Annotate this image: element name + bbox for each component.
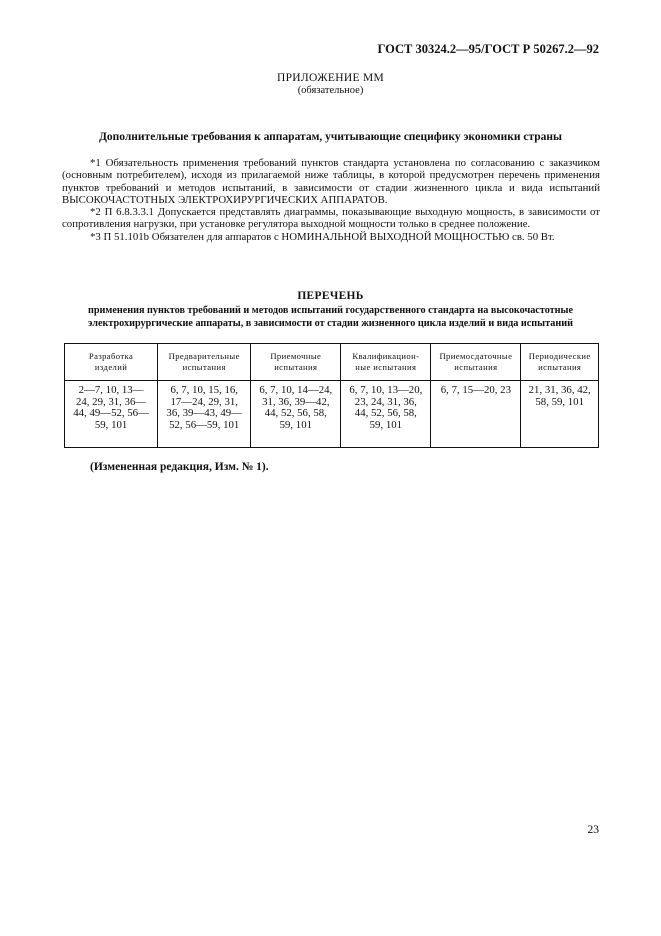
header-cell-preliminary: Предварительные испытания [158, 344, 251, 381]
appendix-title: ПРИЛОЖЕНИЕ ММ [276, 72, 384, 84]
list-title: ПЕРЕЧЕНЬ [297, 290, 364, 302]
header-cell-delivery: Приемосдаточные испытания [431, 344, 521, 381]
header-cell-periodic: Периодические испытания [521, 344, 599, 381]
header-cell-development: Разработка изделий [65, 344, 158, 381]
table-cell-qualification: 6, 7, 10, 13—20, 23, 24, 31, 36, 44, 52, 56, 58, 59, 101 [341, 381, 431, 448]
table-cell-acceptance: 6, 7, 10, 14—24, 31, 36, 39—42, 44, 52, 56, 58, 59, 101 [251, 381, 341, 448]
note-1: *1 Обязательность применения требований пунктов стандарта установлена по согласованию с заказчиком (основным потребителем), исходя из прилагаемой ниже таблицы, в которой предусмотрен перечень применения пунктов требований и методов испытаний, в зависимости от стадии жизненного цикла и вида испытаний ВЫСОКОЧАСТОТНЫХ ЭЛЕКТРОХИРУРГИЧЕСКИХ АППАРАТОВ. [62, 157, 600, 206]
table-header-row [65, 344, 599, 381]
list-subtitle-line-2: электрохирургические аппараты, в зависимости от стадии жизненного цикла изделий и вида испытаний [88, 317, 573, 329]
table-cell-preliminary: 6, 7, 10, 15, 16, 17—24, 29, 31, 36, 39—43, 49— 52, 56—59, 101 [158, 381, 251, 448]
header-cell-acceptance: Приемочные испытания [251, 344, 341, 381]
table-cell-development: 2—7, 10, 13— 24, 29, 31, 36— 44, 49—52, 56— 59, 101 [65, 381, 158, 448]
table-cell-delivery: 6, 7, 15—20, 23 [431, 381, 521, 448]
section-title: Дополнительные требования к аппаратам, учитывающие специфику экономики страны [98, 131, 563, 143]
list-subtitle-line-1: применения пунктов требований и методов испытаний государственного стандарта на высокочастотные [87, 305, 574, 316]
requirements-table [64, 343, 599, 448]
appendix-subtitle: (обязательное) [297, 85, 364, 96]
list-subtitle [0, 305, 661, 330]
note-2: *2 П 6.8.3.3.1 Допускается представлять диаграммы, показывающие выходную мощность, в зависимости от сопротивления нагрузки, при установке регулятора выходной мощности только в среднее положение. [62, 206, 600, 231]
note-3: *3 П 51.101b Обязателен для аппаратов с НОМИНАЛЬНОЙ ВЫХОДНОЙ МОЩНОСТЬЮ св. 50 Вт. [90, 230, 555, 243]
page-number: 23 [587, 824, 599, 836]
header-cell-qualification: Квалификацион- ные испытания [341, 344, 431, 381]
document-header: ГОСТ 30324.2—95/ГОСТ Р 50267.2—92 [377, 42, 599, 56]
table-row [65, 381, 599, 448]
table-cell-periodic: 21, 31, 36, 42, 58, 59, 101 [521, 381, 599, 448]
notes-block [62, 157, 600, 243]
revision-note: (Измененная редакция, Изм. № 1). [90, 461, 269, 473]
